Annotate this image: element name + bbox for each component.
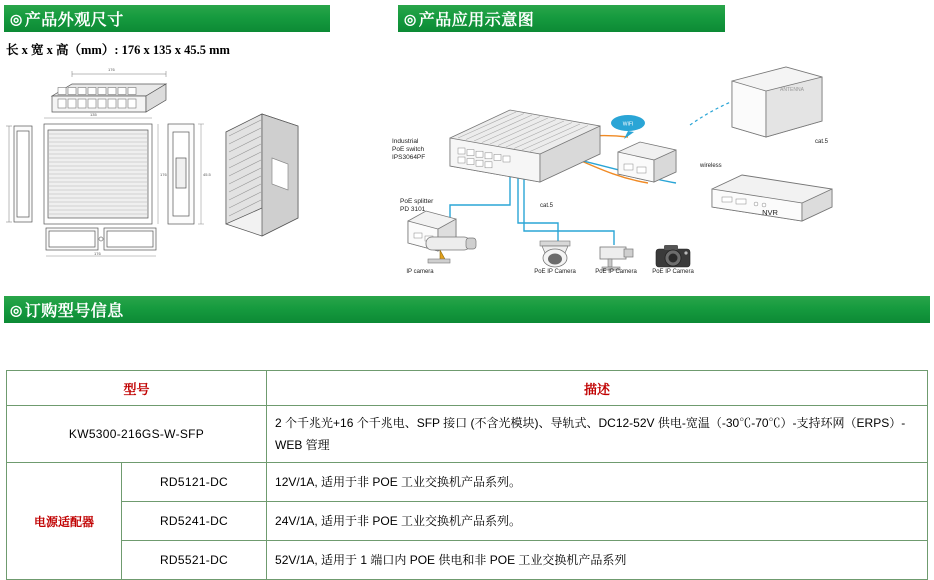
cell-model-adapter-1: RD5121-DC — [122, 463, 267, 502]
table-row — [7, 541, 928, 580]
label-wifi-badge: WIFI — [622, 121, 634, 128]
dimensions-text: 长 x 宽 x 高（mm）: 176 x 135 x 45.5 mm — [6, 43, 230, 57]
cell-adapter-group-label: 电源适配器 — [7, 463, 122, 580]
svg-text:176: 176 — [160, 172, 167, 177]
cell-model-adapter-2: RD5241-DC — [122, 502, 267, 541]
label-splitter-line1: PoE splitter — [400, 198, 434, 205]
bullet-icon: ◎ — [10, 301, 23, 318]
label-switch-line3: IPS3064PF — [392, 154, 426, 161]
application-diagram — [390, 55, 930, 280]
table-row — [7, 463, 928, 502]
cell-model-main: KW5300-216GS-W-SFP — [7, 406, 267, 463]
bullet-icon: ◎ — [10, 10, 23, 27]
table-header-row — [7, 371, 928, 406]
section-header-dimensions — [4, 5, 330, 32]
section-header-ordering — [4, 296, 930, 323]
svg-text:176: 176 — [108, 67, 115, 72]
ordering-table — [6, 370, 928, 580]
label-splitter-line2: PD 3101 — [400, 206, 426, 213]
svg-text:ANTENNA: ANTENNA — [780, 87, 804, 93]
label-poe-camera-1: PoE IP Camera — [534, 269, 576, 275]
label-poe-camera-2: PoE IP Camera — [595, 269, 637, 275]
label-ip-camera: IP camera — [406, 269, 434, 275]
label-cat5-bottom: cat.5 — [540, 203, 554, 209]
svg-text:176: 176 — [94, 251, 101, 256]
bullet-icon: ◎ — [404, 10, 417, 27]
column-header-description: 描述 — [267, 371, 928, 406]
table-row — [7, 406, 928, 463]
column-header-model: 型号 — [7, 371, 267, 406]
svg-text:45.5: 45.5 — [203, 172, 211, 177]
section-title-ordering: 订购型号信息 — [24, 303, 124, 320]
label-nvr: NVR — [762, 208, 778, 217]
label-wireless: wireless — [700, 163, 722, 169]
mechanical-drawing — [6, 62, 336, 262]
label-cat5-top: cat.5 — [815, 139, 829, 145]
svg-text:135: 135 — [90, 112, 97, 117]
table-row — [7, 502, 928, 541]
cell-description-adapter-2: 24V/1A, 适用于非 POE 工业交换机产品系列。 — [267, 502, 928, 541]
section-title-dimensions: 产品外观尺寸 — [24, 12, 124, 29]
cell-description-adapter-1: 12V/1A, 适用于非 POE 工业交换机产品系列。 — [267, 463, 928, 502]
section-title-application: 产品应用示意图 — [418, 12, 535, 29]
label-switch-line1: Industrial — [392, 138, 419, 145]
label-poe-camera-3: PoE IP Camera — [652, 269, 694, 275]
cell-description-adapter-3: 52V/1A, 适用于 1 端口内 POE 供电和非 POE 工业交换机产品系列 — [267, 541, 928, 580]
cell-model-adapter-3: RD5521-DC — [122, 541, 267, 580]
section-header-application — [398, 5, 725, 32]
cell-description-main: 2 个千兆光+16 个千兆电、SFP 接口 (不含光模块)、导轨式、DC12-52V 供电-宽温（-30℃-70℃）-支持环网（ERPS）-WEB 管理 — [267, 406, 928, 463]
label-switch-line2: PoE switch — [392, 146, 425, 153]
